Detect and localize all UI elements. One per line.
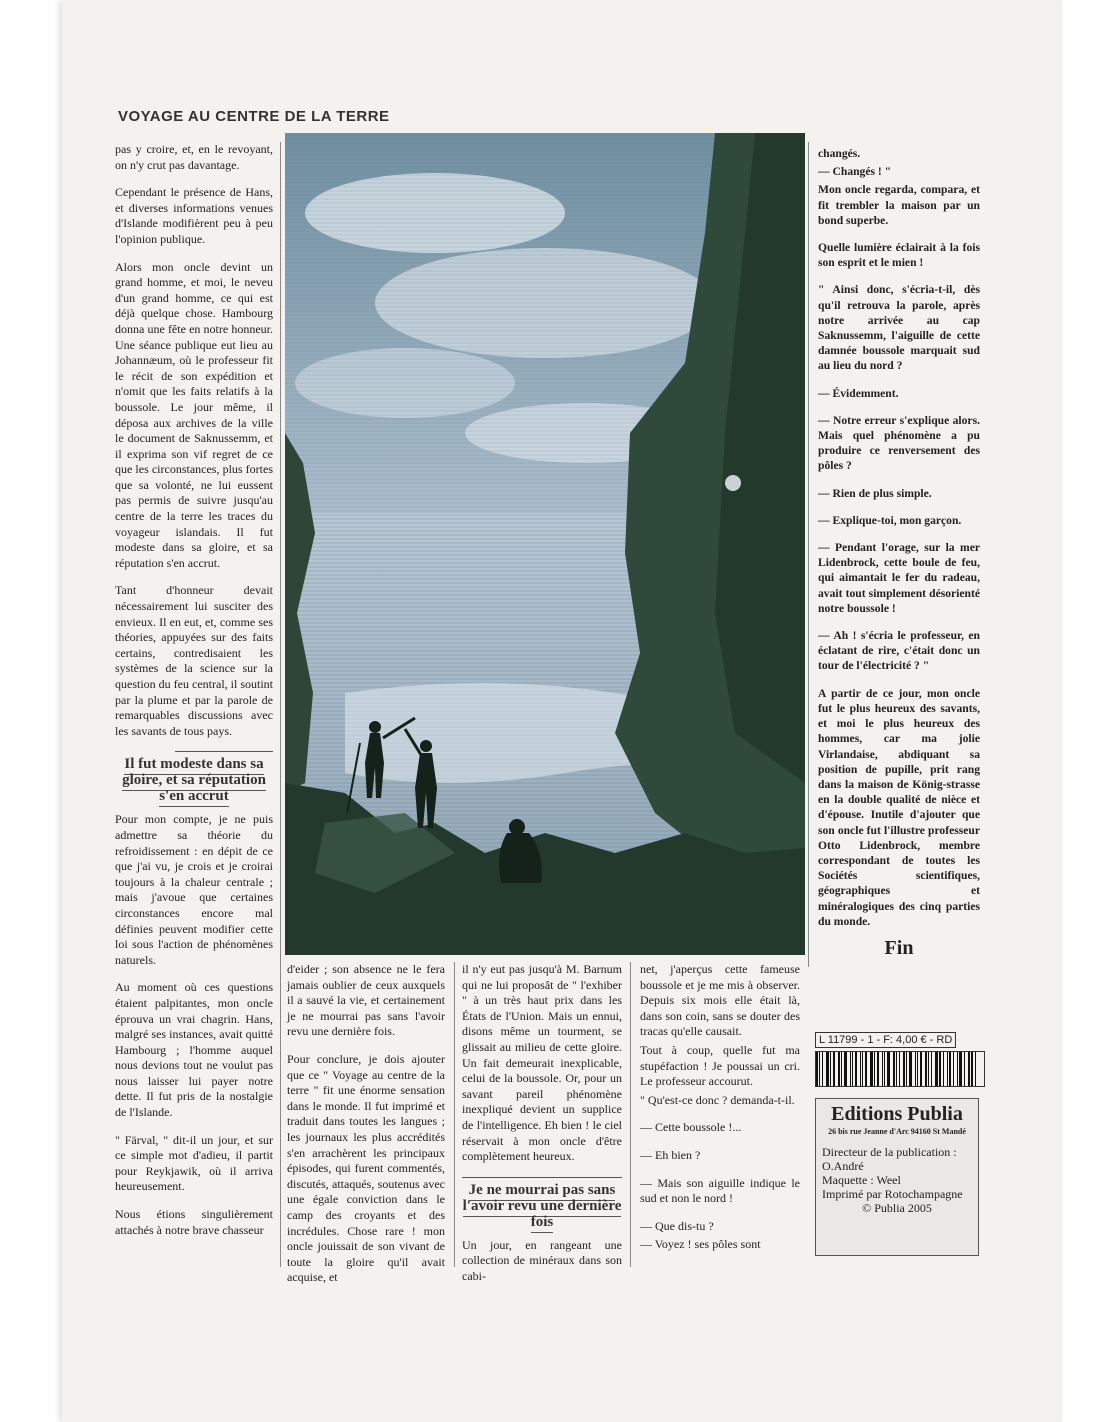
pullquote [115, 756, 273, 804]
col5-paragraph: Mon oncle regarda, compara, et fit trembler la maison par un bond superbe. [818, 183, 980, 227]
col1-paragraph: Au moment où ces questions étaient palpitantes, mon oncle éprouva un vrai chagrin. Hans, malgré ses instances, avait quitté Hambourg ; l'homme auquel nous devions tout ne voulut pas nous laisser lui payer notre dette. Il fut pris de la nostalgie de l'Islande. [115, 980, 273, 1120]
barcode-stripe [884, 1052, 885, 1086]
col1-paragraph: Pour mon compte, je ne puis admettre sa théorie du refroidissement : en dépit de ce que j'ai vu, je crois et je croirai toujours à la chaleur centrale ; mais j'avoue que certaines circonstances encore mal définies peuvent modifier cette loi sous l'action de phénomènes naturels. [115, 812, 273, 967]
barcode-stripe [838, 1052, 840, 1086]
divider [175, 751, 273, 752]
printer-credit: Imprimé par Rotochampagne [822, 1187, 963, 1201]
col5-paragraph: A partir de ce jour, mon oncle fut le plus heureux des savants, et moi le plus heureux des hommes, car ma jolie Virlandaise, abdiquant sa position de pupille, prit rang dans la maison de König-strasse en la double qualité de nièce et d'épouse. Inutile d'ajouter que son oncle fut l'illustre professeur Otto Lidenbrock, membre correspondant de toutes les Sociétés scientifiques, géographiques et minéralogiques des cinq parties du monde. [818, 686, 980, 928]
barcode-stripe [844, 1052, 847, 1086]
barcode-stripe [855, 1052, 857, 1086]
director-label: Directeur de la publication : [822, 1145, 957, 1159]
publisher-name: Editions Publia [831, 1103, 963, 1125]
column-1 [115, 142, 273, 1250]
barcode-stripe [870, 1052, 873, 1086]
col5-paragraph: " Ainsi donc, s'écria-t-il, dès qu'il retrouva la parole, après notre arrivée au cap Saknussemm, l'aiguille de cette damnée boussole marquait sud au lieu du nord ? [818, 283, 980, 373]
barcode-stripe [915, 1052, 916, 1086]
barcode-stripe [852, 1052, 853, 1086]
col3-paragraph: il n'y eut pas jusqu'à M. Barnum qui ne lui proposât de " l'exhiber " à un très haut prix dans les États de l'Union. Mais un ennui, disons même un tourment, se glissait au milieu de cette gloire. Un fait demeurait inexplicable, celui de la boussole. Or, pour un savant pareil phénomène inexpliqué devient un supplice de l'intelligence. Eh bien ! le ciel réservait à mon oncle d'être complètement heureux. [462, 962, 622, 1164]
barcode-bars [815, 1051, 985, 1087]
col5-paragraph: — Évidemment. [818, 386, 899, 400]
column-divider [454, 962, 455, 1267]
illustration-sea-cliffs [285, 133, 805, 955]
barcode-stripe [953, 1052, 954, 1086]
col4-paragraph: — Que dis-tu ? [640, 1218, 714, 1233]
barcode-stripe [819, 1052, 820, 1086]
barcode-stripe [899, 1052, 900, 1086]
barcode-stripe [917, 1052, 918, 1086]
col5-paragraph: — Pendant l'orage, sur la mer Lidenbrock, cette boule de feu, qui aimantait le fer du radeau, avait tout simplement désorienté notre boussole ! [818, 541, 980, 615]
layout-label: Maquette : [822, 1173, 874, 1187]
barcode-stripe [925, 1052, 927, 1086]
copyright: © Publia 2005 [862, 1201, 932, 1215]
pullquote [462, 1182, 622, 1230]
col5-paragraph: changés. [818, 147, 861, 160]
barcode-stripe [860, 1052, 861, 1086]
barcode-stripe [959, 1052, 962, 1086]
publisher-box [815, 1098, 979, 1256]
barcode-stripe [975, 1052, 976, 1086]
column-5 [818, 146, 980, 959]
barcode-stripe [877, 1052, 879, 1086]
barcode-label: L 11799 - 1 - F: 4,00 € - RD [815, 1032, 956, 1048]
column-divider [280, 142, 281, 1267]
col3-paragraph: Un jour, en rangeant une collection de minéraux dans son cabi- [462, 1237, 622, 1283]
column-divider [808, 142, 809, 967]
col5-paragraph: — Notre erreur s'explique alors. Mais quel phénomène a pu produire ce renversement des pôles ? [818, 413, 980, 473]
column-3 [462, 962, 622, 1297]
barcode-stripe [893, 1052, 895, 1086]
barcode-stripe [971, 1052, 973, 1086]
barcode-stripe [865, 1052, 867, 1086]
layout-name: Weel [876, 1173, 901, 1187]
fireball-light [725, 475, 741, 491]
barcode-stripe [935, 1052, 938, 1086]
barcode-stripe [968, 1052, 970, 1086]
layout-credit [822, 1173, 972, 1187]
barcode-stripe [896, 1052, 897, 1086]
col1-paragraph: " Färval, " dit-il un jour, et sur ce simple mot d'adieu, il partit pour Reykjawik, où il arriva heureusement. [115, 1132, 273, 1194]
barcode-stripe [947, 1052, 948, 1086]
barcode-stripe [928, 1052, 929, 1086]
col5-paragraph: — Ah ! s'écria le professeur, en éclatant de rire, c'était donc un tour de l'électricité ? " [818, 629, 980, 673]
barcode-stripe [826, 1052, 829, 1086]
col4-paragraph: — Mais son aiguille indique le sud et non le nord ! [640, 1175, 800, 1206]
column-2 [287, 962, 445, 1298]
barcode-stripe [841, 1052, 842, 1086]
barcode-stripe [850, 1052, 851, 1086]
col5-paragraph: Quelle lumière éclairait à la fois son esprit et le mien ! [818, 241, 980, 270]
engraving-svg [285, 133, 805, 955]
col5-paragraph: — Changés ! " [818, 165, 892, 179]
barcode-stripe [909, 1052, 912, 1086]
col4-paragraph: — Eh bien ? [640, 1147, 701, 1162]
barcode-stripe [906, 1052, 907, 1086]
col4-paragraph: — Voyez ! ses pôles sont [640, 1237, 761, 1252]
barcode-stripe [943, 1052, 944, 1086]
barcode-stripe [957, 1052, 958, 1086]
column-4 [640, 962, 800, 1265]
col5-paragraph: — Rien de plus simple. [818, 486, 932, 500]
col1-paragraph: Tant d'honneur devait nécessairement lui susciter des envieux. Il en eut, et, comme ses théories, appuyées sur des faits certains, contredisaient les systèmes de la science sur la question du feu central, il soutint par la plume et par la parole de remarquables discussions avec les savants de tous pays. [115, 583, 273, 738]
col4-paragraph: net, j'aperçus cette fameuse boussole et je me mis à observer. Depuis six mois elle était là, dans son coin, sans se douter des tracas qu'elle causait. [640, 962, 800, 1039]
col1-paragraph: Cependant le présence de Hans, et diverses informations venues d'Islande modifièrent peu à peu l'opinion publique. [115, 185, 273, 246]
barcode-stripe [874, 1052, 875, 1086]
col1-paragraph: pas y croire, et, en le revoyant, on n'y crut pas davantage. [115, 142, 273, 172]
barcode-stripe [964, 1052, 965, 1086]
col1-paragraph: Alors mon oncle devint un grand homme, et moi, le neveu d'un grand homme, ce qui est déjà quelque chose. Hambourg donna une fête en notre honneur. Une séance publique eut lieu au Johannæum, où le professeur fit le récit de son expédition et n'omit que les faits relatifs à la boussole. Le jour même, il déposa aux archives de la ville le document de Saknussemm, et il exprima son vif regret de ce que les circonstances, plus fortes que sa volonté, ne lui eussent pas permis de suivre jusqu'au centre de la terre les traces du voyageur islandais. Il fut modeste dans sa gloire, et sa réputation s'en accrut. [115, 259, 273, 570]
barcode-stripe [949, 1052, 951, 1086]
publisher-address: 26 bis rue Jeanne d'Arc 94160 St Mandé [828, 1127, 966, 1136]
barcode-stripe [833, 1052, 835, 1086]
barcode-stripe [816, 1052, 818, 1086]
pullquote-text: Je ne mourrai pas sans l'avoir revu une dernière fois [463, 1182, 622, 1233]
pullquote-text: Il fut modeste dans sa gloire, et sa réputation s'en accrut [122, 756, 266, 807]
col4-paragraph: " Qu'est-ce donc ? demanda-t-il. [640, 1092, 795, 1107]
barcode [815, 1030, 985, 1085]
col1-paragraph: Nous étions singulièrement attachés à notre brave chasseur [115, 1207, 273, 1237]
barcode-stripe [887, 1052, 890, 1086]
barcode-stripe [830, 1052, 831, 1086]
director-name: O.André [822, 1159, 864, 1173]
barcode-stripe [920, 1052, 922, 1086]
col5-paragraph: — Explique-toi, mon garçon. [818, 513, 962, 527]
col4-paragraph: — Cette boussole !... [640, 1120, 742, 1135]
col2-paragraph: d'eider ; son absence ne le fera jamais oublier de ceux auxquels il a sauvé la vie, et certainement je ne mourrai pas sans l'avoir revu une dernière fois. [287, 962, 445, 1039]
column-divider [630, 962, 631, 1267]
barcode-stripe [882, 1052, 883, 1086]
barcode-stripe [903, 1052, 905, 1086]
divider [462, 1177, 622, 1178]
col2-paragraph: Pour conclure, je dois ajouter que ce " Voyage au centre de la terre " fit une énorme sensation dans le monde. Il fut imprimé et traduit dans toutes les langues ; les journaux les plus accrédités s'en arrachèrent les principaux épisodes, qui furent commentés, discutés, attaqués, soutenus avec une égale conviction dans le camp des croyants et des incrédules. Chose rare ! mon oncle jouissait de son vivant de toute la gloire qu'il avait acquise, et [287, 1051, 445, 1285]
fin-label: Fin [884, 936, 914, 959]
barcode-stripe [822, 1052, 823, 1086]
barcode-stripe [862, 1052, 863, 1086]
barcode-stripe [939, 1052, 941, 1086]
col4-paragraph: Tout à coup, quelle fut ma stupéfaction ! Je poussai un cri. Le professeur accourut. [640, 1042, 800, 1089]
barcode-stripe [931, 1052, 932, 1086]
page-header: VOYAGE AU CENTRE DE LA TERRE [118, 108, 390, 125]
